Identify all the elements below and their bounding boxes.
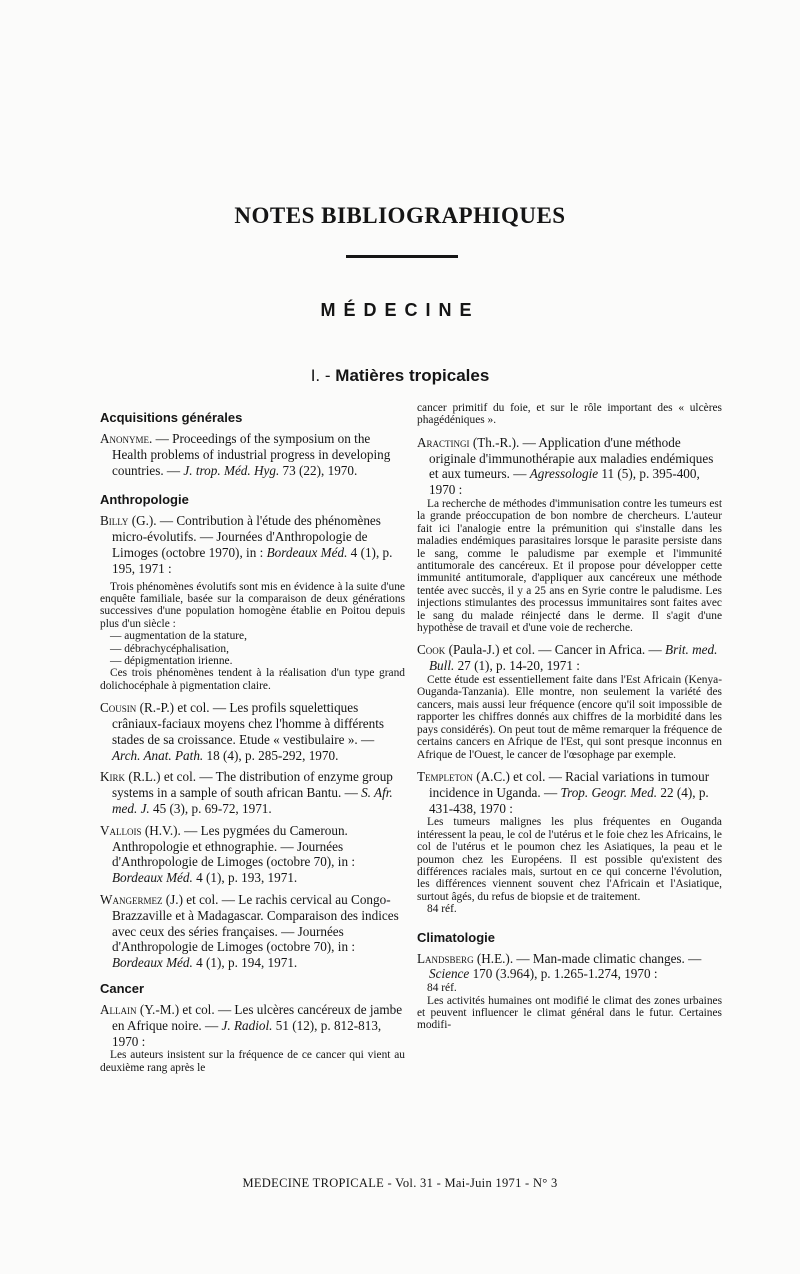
entry-abstract: Cette étude est essentiellement faite dans l'Est Africain (Kenya-Ouganda-Tanzania). Elle montre, non seulement la variété des cancers, mais aussi leur fréquence (encore qu'il soit impossible de rapporter les chiffres donnés aux chiffres de la morbidité dans les pays considérés). On peut tout de même remarquer la fréquence de certains cancers en Afrique de l'Est, qui sont presque inconnus en Afrique de l'Ouest, le cancer de l'œsophage par exemple. [417, 674, 722, 761]
entry-journal: J. Radiol. [221, 1017, 273, 1033]
entry-text: (Paula-J.) et col. — Cancer in Africa. — [445, 642, 666, 658]
entry-text: (A.C.) et col. — Racial variations in tumour incidence in Uganda. — [429, 768, 710, 800]
bib-entry [417, 769, 722, 816]
category-heading: Anthropologie [100, 492, 189, 508]
bib-entry [417, 951, 722, 983]
entry-journal: Brit. med. Bull. [429, 642, 718, 674]
bib-entry [100, 431, 405, 478]
entry-abstract: Les tumeurs malignes les plus fréquentes en Ouganda intéressent la peau, le col de l'utérus et le foie chez les Africains, le col de l'utérus et le poumon chez les Asiatiques, la peau et le poumon chez les Européens. Il est possible qu'existent des différences raciales mais, surtout en ce qui concerne l'évolution, les différences viennent souvent chez l'Africain et l'Asiatique, surtout âgés, du refus de biopsie et de traitement. [417, 816, 722, 903]
entry-author: Anonyme. [100, 431, 153, 446]
entry-citation: 11 (5), p. 395-400, 1970 : [429, 466, 700, 498]
subsection-heading [0, 366, 800, 386]
category-heading: Acquisitions générales [100, 410, 243, 425]
entry-author: Aractingi [417, 434, 470, 450]
page-title: NOTES BIBLIOGRAPHIQUES [234, 203, 566, 228]
entry-journal: S. Afr. med. J. [112, 785, 393, 817]
entry-citation: 22 (4), p. 431-438, 1970 : [429, 784, 709, 816]
entry-journal: Agressologie [529, 466, 599, 482]
entry-citation: 18 (4), p. 285-292, 1970. [203, 747, 339, 763]
entry-journal: Arch. Anat. Path. [112, 747, 204, 763]
entry-text: (H.E.). — Man-made climatic changes. — [473, 950, 702, 966]
entry-citation: 4 (1), p. 193, 1971. [192, 870, 298, 886]
entry-text: — Proceedings of the symposium on the Health problems of industrial progress in developing countries. — [112, 431, 391, 478]
bib-entry [100, 700, 405, 763]
entry-author: Cousin [100, 700, 137, 716]
bib-entry [100, 769, 405, 816]
entry-journal: Bordeaux Méd. [266, 544, 348, 560]
entry-journal: J. trop. Méd. Hyg. [183, 462, 280, 478]
bib-entry [100, 513, 405, 576]
entry-author: Kirk [100, 769, 126, 785]
category-heading: Climatologie [417, 929, 496, 945]
entry-author: Wangermez [100, 892, 163, 907]
entry-author: Vallois [100, 822, 142, 838]
entry-citation: 45 (3), p. 69-72, 1971. [149, 801, 272, 817]
entry-abstract-continued: cancer primitif du foie, et sur le rôle important des « ulcères phagédéniques ». [417, 402, 722, 427]
entry-text: (R.-P.) et col. — Les profils squelettiques crâniaux-faciaux moyens chez l'homme à différents stades de sa croissance. Etude « vestibulaire ». — [112, 700, 384, 747]
section-heading: MÉDECINE [320, 300, 480, 320]
reference-count: 84 réf. [427, 903, 457, 916]
entry-journal: Bordeaux Méd. [112, 870, 193, 886]
entry-journal: Science [429, 966, 470, 982]
bib-entry [417, 435, 722, 498]
entry-abstract: Les auteurs insistent sur la fréquence de ce cancer qui vient au deuxième rang après le [100, 1049, 405, 1074]
page-footer: MEDECINE TROPICALE - Vol. 31 - Mai-Juin 1971 - N° 3 [242, 1176, 558, 1190]
entry-citation: 51 (12), p. 812-813, 1970 : [112, 1017, 382, 1049]
entry-citation: 4 (1), p. 194, 1971. [192, 955, 298, 971]
bib-entry [100, 823, 405, 886]
entry-author: Allain [100, 1001, 137, 1017]
entry-author: Templeton [417, 768, 473, 784]
entry-text: (J.) et col. — Le rachis cervical au Congo-Brazzaville et à Madagascar. Comparaison des indices avec ceux des séries françaises. — Journées d'Anthropologie de Limoges (octobre 70), in : [112, 892, 399, 955]
entry-text: (Y.-M.) et col. — Les ulcères cancéreux de jambe en Afrique noire. — [112, 1001, 403, 1033]
entry-text: (R.L.) et col. — The distribution of enzyme group systems in a sample of south african Bantu. — [112, 769, 393, 801]
subsection-number: I. - [310, 366, 331, 385]
abstract-list-item: — augmentation de la stature, [110, 630, 247, 643]
subsection-title: Matières tropicales [335, 366, 490, 385]
bib-entry [100, 892, 405, 971]
bib-entry [100, 1002, 405, 1049]
entry-journal: Bordeaux Méd. [112, 955, 193, 971]
title-rule [346, 255, 458, 258]
entry-citation: 170 (3.964), p. 1.265-1.274, 1970 : [469, 966, 658, 982]
entry-text: (Th.-R.). — Application d'une méthode originale d'immunothérapie aux maladies endémiques et aux tumeurs. — [429, 434, 714, 482]
entry-author: Cook [417, 642, 446, 658]
entry-citation: 27 (1), p. 14-20, 1971 : [454, 658, 580, 674]
entry-abstract: Les activités humaines ont modifié le climat des zones urbaines et peuvent influencer le climat général dans le futur. Certaines modifi- [417, 994, 722, 1032]
reference-count: 84 réf. [427, 982, 457, 995]
entry-text: (G.). — Contribution à l'étude des phénomènes micro-évolutifs. — Journées d'Anthropologie de Limoges (octobre 1970), in : [112, 513, 381, 560]
entry-abstract: Trois phénomènes évolutifs sont mis en évidence à la suite d'une enquête familiale, basée sur la comparaison de deux générations successives d'une population homogène établie en Poitou depuis plus d'un siècle : [100, 580, 405, 630]
entry-author: Billy [100, 513, 129, 529]
entry-abstract: La recherche de méthodes d'immunisation contre les tumeurs est la grande préoccupation de bon nombre de chercheurs. L'auteur fait ici l'analogie entre la prémunition qui s'installe dans les maladies endémiques parasitaires lorsque le parasite persiste dans le sang, comme le paludisme par exemple et l'immunité antitumorale des cancéreux. Et il propose pour développer cette immunité antitumorale, d'appliquer aux cancéreux une méthode tentée avec succès, il y a 25 ans en Syrie contre le paludisme. Les injections stimulantes des processus immunitaires sont faites avec le sang du malade réinjecté dans le derme. Il s'agit d'une hypothèse de travail et d'une voie de recherche. [417, 498, 722, 635]
entry-abstract: Ces trois phénomènes tendent à la réalisation d'un type grand dolichocéphale à pigmentation claire. [100, 667, 405, 692]
entry-citation: 73 (22), 1970. [279, 462, 358, 478]
right-column [417, 402, 722, 1040]
entry-text: (H.V.). — Les pygmées du Cameroun. Anthropologie et ethnographie. — Journées d'Anthropologie de Limoges (octobre 70), in : [112, 822, 355, 870]
entry-journal: Trop. Geogr. Med. [560, 784, 658, 800]
category-heading: Cancer [100, 980, 145, 996]
entry-author: Landsberg [417, 950, 474, 966]
bib-entry [417, 642, 722, 674]
entry-citation: 4 (1), p. 195, 1971 : [112, 544, 393, 576]
abstract-list-item: — débrachycéphalisation, [110, 642, 229, 655]
left-column [100, 402, 405, 1082]
abstract-list-item: — dépigmentation irienne. [110, 655, 233, 668]
